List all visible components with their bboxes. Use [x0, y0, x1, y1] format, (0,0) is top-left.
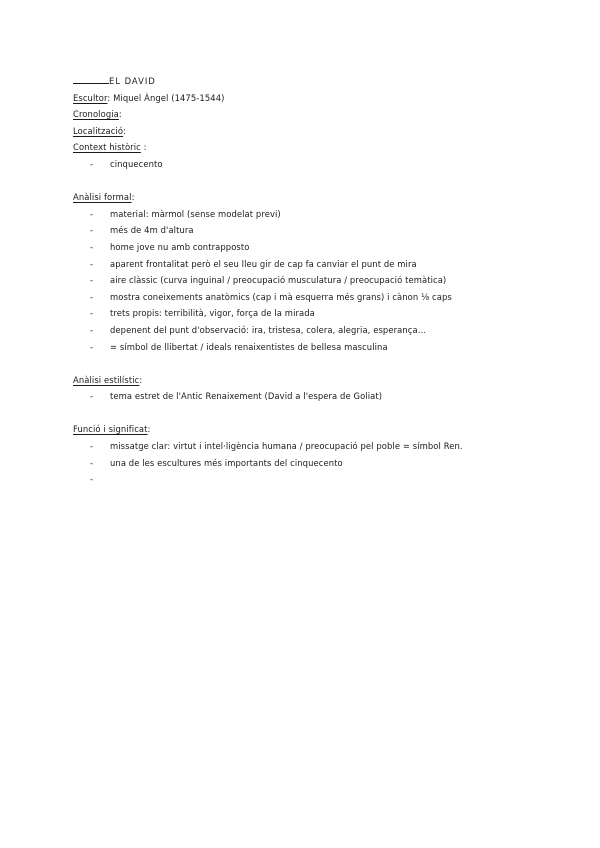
list-item-text: tema estret de l'Antic Renaixement (David a l'espera de Goliat): [110, 391, 383, 402]
list-item-text: depenent del punt d'observació: ira, tristesa, colera, alegria, esperança…: [110, 324, 427, 335]
escultor-value: : Miquel Àngel (1475-1544): [107, 92, 225, 103]
list-item-text: una de les escultures més importants del cinquecento: [110, 457, 343, 468]
formal-label: Anàlisi formal: [73, 192, 132, 203]
list-item-text: trets propis: terribilità, vigor, força de la mirada: [110, 308, 315, 319]
funcio-label: Funció i significat: [73, 424, 148, 435]
escultor-label: Escultor: [73, 92, 108, 103]
funcio-heading: [73, 421, 543, 438]
list-item: [73, 239, 543, 256]
list-item-text: mostra coneixements anatòmics (cap i mà esquerra més grans) i cànon ⅛ caps: [110, 291, 452, 302]
bullet-dash: -: [90, 225, 94, 236]
context-value: :: [140, 142, 147, 153]
estilistic-list: [73, 388, 543, 405]
bullet-dash: -: [90, 391, 94, 402]
title-underline-blank: [73, 74, 109, 84]
bullet-dash: -: [90, 258, 94, 269]
list-item-text: home jove nu amb contrapposto: [110, 241, 250, 252]
estilistic-heading: [73, 372, 543, 389]
list-item-text: material: màrmol (sense modelat previ): [110, 208, 281, 219]
list-item-text: = símbol de llibertat / ideals renaixentistes de bellesa masculina: [110, 341, 388, 352]
bullet-dash: -: [90, 441, 94, 452]
list-item-text: més de 4m d'altura: [110, 225, 194, 236]
formal-suffix: :: [131, 192, 135, 203]
bullet-dash: -: [90, 241, 94, 252]
list-item: [73, 156, 543, 173]
bullet-dash: -: [90, 324, 94, 335]
list-item-text: cinquecento: [110, 158, 163, 169]
estilistic-label: Anàlisi estilístic: [73, 374, 140, 385]
funcio-list: [73, 438, 543, 488]
list-item: [73, 272, 543, 289]
list-item: [73, 256, 543, 273]
bullet-dash: -: [90, 158, 94, 169]
context-list: [73, 156, 543, 173]
list-item: [73, 206, 543, 223]
document-page: [73, 73, 543, 488]
document-title: [73, 73, 543, 90]
localitzacio-value: :: [123, 125, 127, 136]
bullet-dash: -: [90, 474, 94, 485]
list-item: [73, 455, 543, 472]
cronologia-line: [73, 106, 543, 123]
context-line: [73, 139, 543, 156]
bullet-dash: -: [90, 275, 94, 286]
list-item: [73, 305, 543, 322]
funcio-suffix: :: [147, 424, 151, 435]
bullet-dash: -: [90, 308, 94, 319]
formal-heading: [73, 189, 543, 206]
title-text: EL DAVID: [109, 76, 156, 86]
list-item: [73, 471, 543, 488]
localitzacio-line: [73, 123, 543, 140]
list-item: [73, 388, 543, 405]
list-item: [73, 289, 543, 306]
formal-list: [73, 206, 543, 355]
escultor-line: [73, 90, 543, 107]
bullet-dash: -: [90, 341, 94, 352]
cronologia-label: Cronologia: [73, 109, 119, 120]
list-item-text: aire clàssic (curva inguinal / preocupació musculatura / preocupació temàtica): [110, 275, 447, 286]
list-item-text: missatge clar: virtut i intel·ligència humana / preocupació pel poble = símbol Ren.: [110, 441, 463, 452]
cronologia-value: :: [118, 109, 122, 120]
list-item-text: aparent frontalitat però el seu lleu gir de cap fa canviar el punt de mira: [110, 258, 417, 269]
list-item: [73, 438, 543, 455]
bullet-dash: -: [90, 208, 94, 219]
bullet-dash: -: [90, 291, 94, 302]
list-item: [73, 322, 543, 339]
list-item: [73, 222, 543, 239]
estilistic-suffix: :: [139, 374, 143, 385]
list-item: [73, 339, 543, 356]
localitzacio-label: Localització: [73, 125, 124, 136]
context-label: Context històric: [73, 142, 141, 153]
bullet-dash: -: [90, 457, 94, 468]
